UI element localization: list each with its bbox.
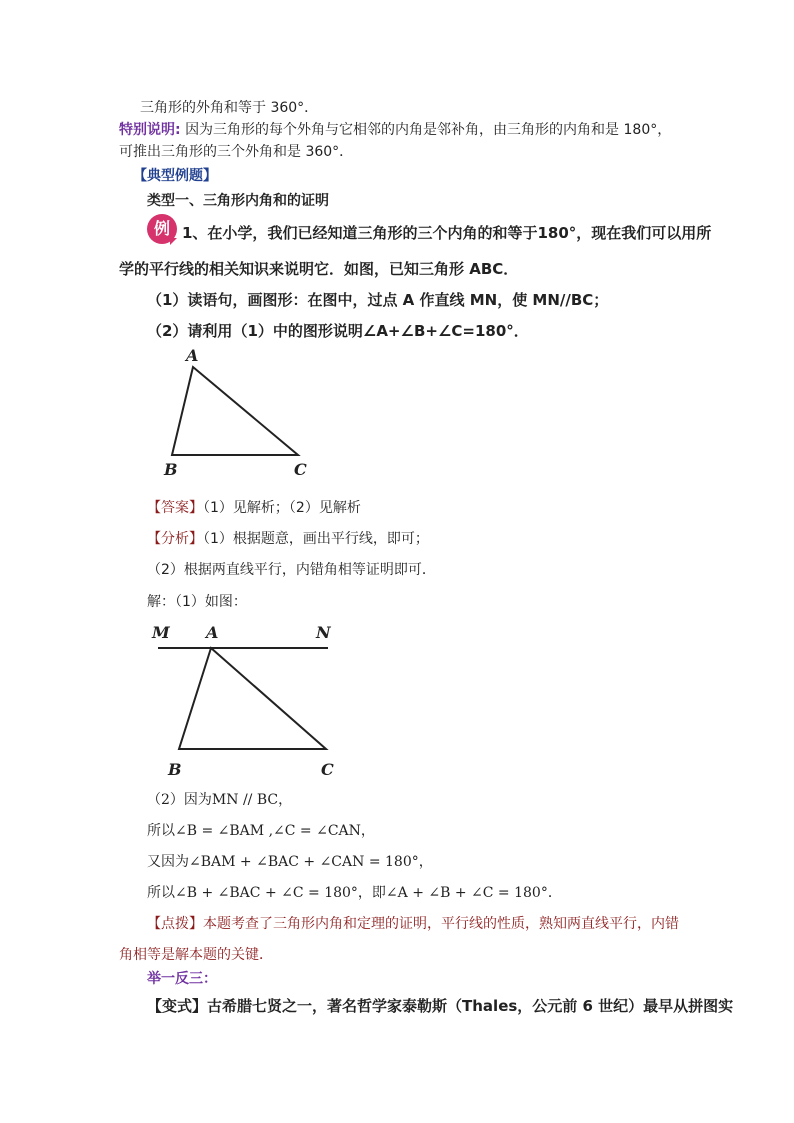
triangle-abc	[172, 367, 298, 455]
comment-text1: 本题考查了三角形内角和定理的证明，平行线的性质，熟知两直线平行，内错	[203, 916, 679, 932]
analysis-text1: （1）根据题意，画出平行线，即可；	[203, 531, 429, 547]
answer-tag: 【答案】	[147, 500, 203, 516]
proof-step3: 又因为∠BAM + ∠BAC + ∠CAN = 180°，	[147, 854, 433, 870]
label-c2: C	[321, 760, 334, 779]
label-b2: B	[168, 760, 182, 779]
label-a2: A	[206, 623, 219, 642]
comment-tag: 【点拨】	[147, 916, 203, 932]
analysis-line	[147, 530, 429, 548]
variation-heading: 举一反三：	[147, 971, 217, 987]
example-line2: 学的平行线的相关知识来说明它．如图，已知三角形 ABC．	[119, 260, 519, 278]
solution-intro: 解：（1）如图：	[147, 594, 247, 610]
note-label: 特别说明:	[119, 122, 181, 138]
question-2: （2）请利用（1）中的图形说明∠A+∠B+∠C=180°．	[147, 322, 529, 340]
intro-line: 三角形的外角和等于 360°．	[140, 100, 319, 116]
answer-line	[147, 499, 361, 517]
analysis-line2: （2）根据两直线平行，内错角相等证明即可．	[147, 562, 436, 578]
question-1: （1）读语句，画图形：在图中，过点 A 作直线 MN，使 MN//BC；	[147, 291, 609, 309]
comment-line	[147, 915, 679, 933]
label-m: M	[152, 623, 170, 642]
variation-line	[147, 997, 733, 1015]
note-line2: 可推出三角形的三个外角和是 360°．	[119, 144, 354, 160]
parallel-line-figure	[148, 618, 348, 783]
proof-step4: 所以∠B + ∠BAC + ∠C = 180°，即∠A + ∠B + ∠C = 180°．	[147, 885, 562, 901]
triangle-abc-2	[179, 648, 326, 749]
section-heading: 【典型例题】	[133, 168, 217, 184]
proof-step1: （2）因为MN // BC，	[147, 792, 293, 808]
analysis-tag: 【分析】	[147, 531, 203, 547]
proof-step2: 所以∠B = ∠BAM ,∠C = ∠CAN，	[147, 823, 375, 839]
variation-text: 古希腊七贤之一，著名哲学家泰勒斯（Thales，公元前 6 世纪）最早从拼图实	[207, 997, 734, 1015]
label-n: N	[316, 623, 331, 642]
variation-tag: 【变式】	[147, 997, 208, 1015]
example-line1: 1、在小学，我们已经知道三角形的三个内角的和等于180°，现在我们可以用所	[182, 224, 712, 242]
example-badge-icon: 例	[147, 214, 177, 244]
special-note	[119, 121, 671, 139]
label-c: C	[294, 460, 307, 479]
label-b: B	[164, 460, 178, 479]
triangle-abc-figure	[150, 345, 330, 480]
label-a: A	[186, 346, 199, 365]
comment-line2: 角相等是解本题的关键．	[119, 947, 273, 963]
answer-text: （1）见解析；（2）见解析	[203, 500, 361, 516]
badge-tail	[170, 238, 177, 245]
type-heading: 类型一、三角形内角和的证明	[147, 193, 329, 209]
note-text: 因为三角形的每个外角与它相邻的内角是邻补角，由三角形的内角和是 180°，	[185, 122, 672, 138]
